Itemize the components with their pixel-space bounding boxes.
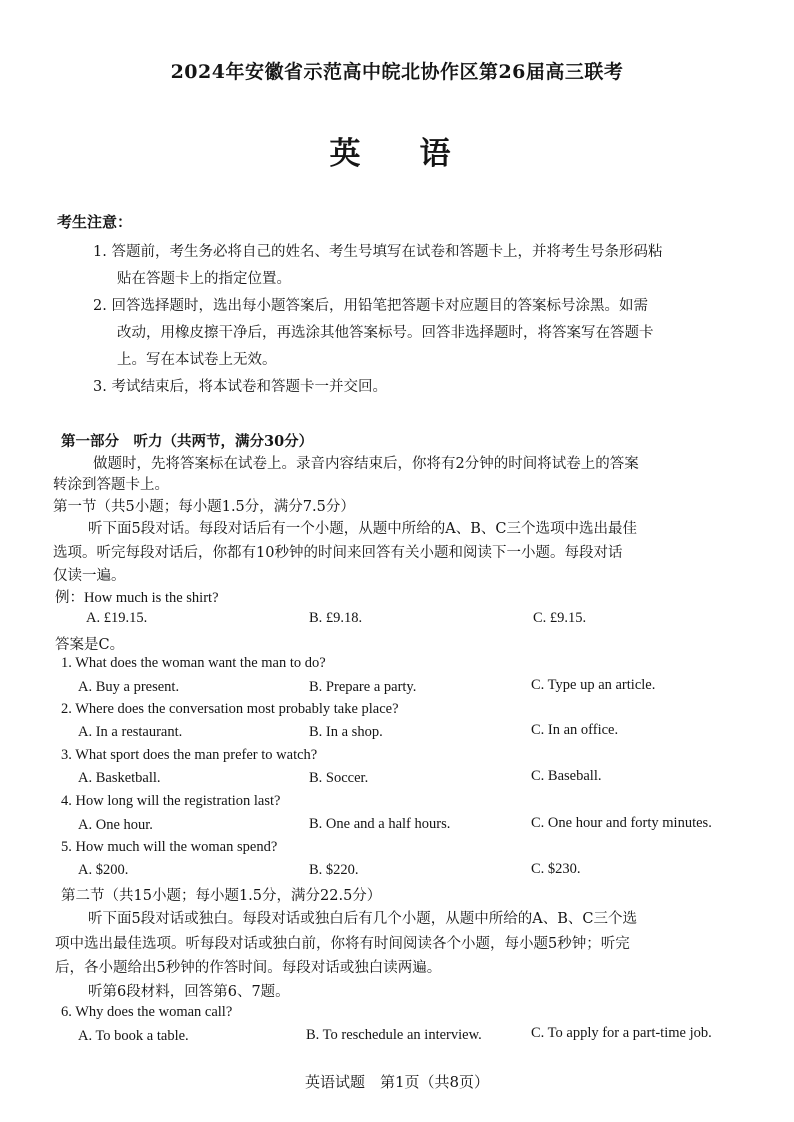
material-note: 听第6段材料，回答第6、7题。 (88, 984, 290, 1000)
example-option: A. £19.15. (86, 610, 148, 626)
notice-item: 2. 回答选择题时，选出每小题答案后，用铅笔把答题卡对应题目的答案标号涂黑。如需 (93, 298, 648, 314)
question-text: 1. What does the woman want the man to do? (61, 655, 326, 671)
option-c: C. In an office. (531, 722, 619, 738)
section2-heading: 第二节（共15小题；每小题1.5分，满分22.5分） (61, 888, 382, 904)
part1-intro: 做题时，先将答案标在试卷上。录音内容结束后，你将有2分钟的时间将试卷上的答案 (93, 456, 639, 472)
notice-item: 贴在答题卡上的指定位置。 (117, 271, 291, 287)
section1-instruction: 仅读一遍。 (53, 568, 126, 584)
example-option: C. £9.15. (533, 610, 587, 626)
option-b: B. Soccer. (309, 770, 369, 786)
option-c: C. One hour and forty minutes. (531, 815, 712, 831)
option-c: C. Baseball. (531, 768, 602, 784)
option-a: A. Basketball. (78, 770, 161, 786)
option-a: A. Buy a present. (78, 679, 180, 695)
section2-instruction: 听下面5段对话或独白。每段对话或独白后有几个小题，从题中所给的A、B、C三个选 (88, 911, 637, 927)
section2-instruction: 项中选出最佳选项。听每段对话或独白前，你将有时间阅读各个小题，每小题5秒钟；听完 (55, 936, 630, 952)
section1-heading: 第一节（共5小题；每小题1.5分，满分7.5分） (53, 499, 355, 515)
option-c: C. Type up an article. (531, 677, 656, 693)
option-c: C. To apply for a part-time job. (531, 1025, 712, 1041)
option-b: B. In a shop. (309, 724, 383, 740)
section1-instruction: 听下面5段对话。每段对话后有一个小题，从题中所给的A、B、C三个选项中选出最佳 (88, 521, 637, 537)
option-a: A. One hour. (78, 817, 153, 833)
notice-item: 1. 答题前，考生务必将自己的姓名、考生号填写在试卷和答题卡上，并将考生号条形码粘 (93, 244, 663, 260)
example-answer: 答案是C。 (55, 637, 125, 653)
question-text: 6. Why does the woman call? (61, 1004, 233, 1020)
section1-instruction: 选项。听完每段对话后，你都有10秒钟的时间来回答有关小题和阅读下一小题。每段对话 (53, 545, 623, 561)
part1-heading: 第一部分 听力（共两节，满分30分） (61, 433, 314, 450)
example-option: B. £9.18. (309, 610, 363, 626)
part1-intro: 转涂到答题卡上。 (53, 477, 169, 493)
notice-item: 改动，用橡皮擦干净后，再选涂其他答案标号。回答非选择题时，将答案写在答题卡 (117, 325, 654, 341)
question-text: 2. Where does the conversation most probably take place? (61, 701, 399, 717)
page-footer: 英语试题 第1页（共8页） (304, 1073, 490, 1091)
exam-title: 2024年安徽省示范高中皖北协作区第26届高三联考 (170, 61, 624, 83)
notice-item: 上。写在本试卷上无效。 (117, 352, 277, 368)
option-b: B. One and a half hours. (309, 816, 451, 832)
notice-heading: 考生注意： (57, 213, 133, 231)
option-c: C. $230. (531, 861, 581, 877)
option-b: B. Prepare a party. (309, 679, 417, 695)
option-a: A. $200. (78, 862, 129, 878)
option-b: B. To reschedule an interview. (306, 1027, 482, 1043)
example-question: 例：How much is the shirt? (55, 590, 219, 606)
section2-instruction: 后，各小题给出5秒钟的作答时间。每段对话或独白读两遍。 (55, 960, 442, 976)
question-text: 4. How long will the registration last? (61, 793, 281, 809)
subject-title: 英 语 (329, 136, 465, 172)
notice-item: 3. 考试结束后，将本试卷和答题卡一并交回。 (93, 379, 387, 395)
question-text: 3. What sport does the man prefer to watch? (61, 747, 318, 763)
option-a: A. In a restaurant. (78, 724, 183, 740)
question-text: 5. How much will the woman spend? (61, 839, 278, 855)
option-a: A. To book a table. (78, 1028, 189, 1044)
option-b: B. $220. (309, 862, 359, 878)
